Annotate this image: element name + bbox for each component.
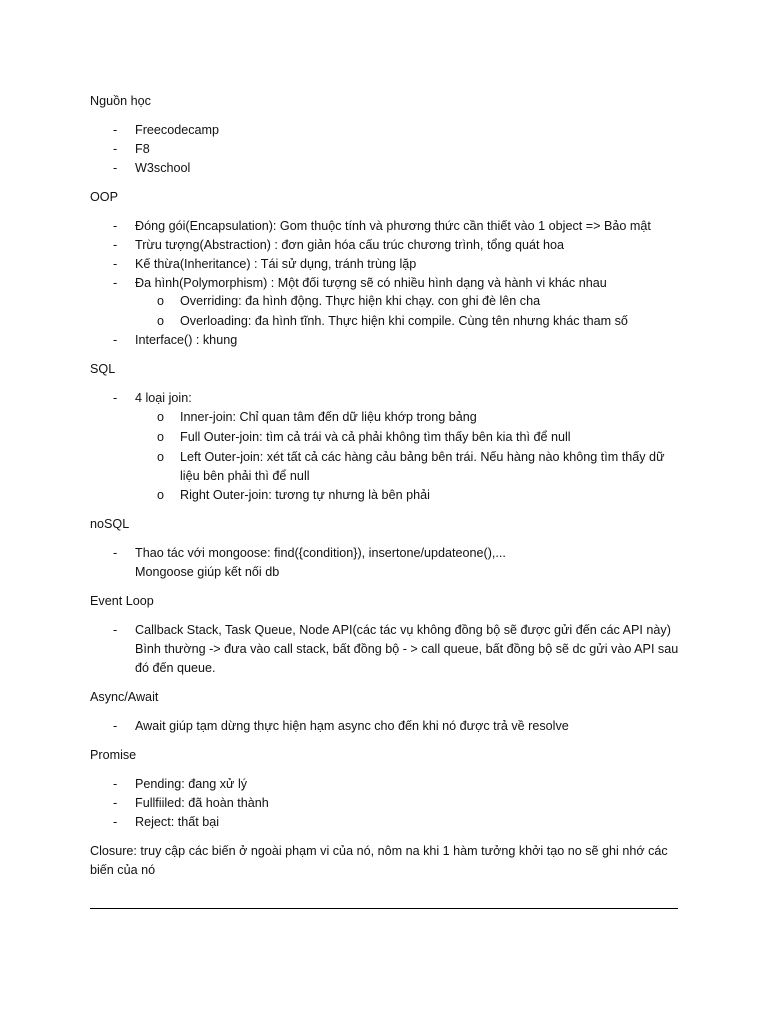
sublist-item-continuation: liệu bên phải thì để null <box>180 469 310 483</box>
nosql-heading: noSQL <box>90 517 130 531</box>
list-item: Kế thừa(Inheritance) : Tái sử dụng, tránh trùng lặp <box>135 257 417 271</box>
sublist-bullet: o <box>157 314 165 328</box>
list-dash: - <box>113 257 118 271</box>
list-item-continuation: đó đến queue. <box>135 661 216 675</box>
list-dash: - <box>113 623 118 637</box>
list-dash: - <box>113 123 118 137</box>
async-await-heading: Async/Await <box>90 690 159 704</box>
sublist-item: Inner-join: Chỉ quan tâm đến dữ liệu khớp trong bảng <box>180 410 477 424</box>
closure-paragraph-line: Closure: truy cập các biến ở ngoài phạm vi của nó, nôm na khi 1 hàm tưởng khởi tạo no sẽ ghi nhớ các <box>90 844 668 858</box>
list-item-continuation: Bình thường -> đưa vào call stack, bất đồng bộ - > call queue, bất đồng bộ sẽ dc gửi vào API sau <box>135 642 679 656</box>
sublist-bullet: o <box>157 294 165 308</box>
list-dash: - <box>113 276 118 290</box>
oop-heading: OOP <box>90 190 118 204</box>
list-dash: - <box>113 219 118 233</box>
list-dash: - <box>113 238 118 252</box>
list-dash: - <box>113 391 118 405</box>
sublist-bullet: o <box>157 430 165 444</box>
promise-heading: Promise <box>90 748 137 762</box>
event-loop-heading: Event Loop <box>90 594 154 608</box>
list-item: Freecodecamp <box>135 123 219 137</box>
list-item: Fullfiiled: đã hoàn thành <box>135 796 269 810</box>
sublist-bullet: o <box>157 450 165 464</box>
sublist-item: Full Outer-join: tìm cả trái và cả phải không tìm thấy bên kia thì để null <box>180 430 571 444</box>
list-dash: - <box>113 719 118 733</box>
list-item: Đóng gói(Encapsulation): Gom thuộc tính và phương thức cần thiết vào 1 object => Bảo mật <box>135 219 651 233</box>
list-item: Trừu tượng(Abstraction) : đơn giản hóa cấu trúc chương trình, tổng quát hoa <box>135 238 565 252</box>
sources-heading: Nguồn học <box>90 94 151 108</box>
list-item: 4 loại join: <box>135 391 192 405</box>
list-item: Callback Stack, Task Queue, Node API(các tác vụ không đồng bộ sẽ được gửi đến các API này) <box>135 623 671 637</box>
sublist-bullet: o <box>157 410 165 424</box>
sql-heading: SQL <box>90 362 116 376</box>
closure-paragraph-line: biến của nó <box>90 863 156 877</box>
sublist-item: Overloading: đa hình tĩnh. Thực hiện khi compile. Cùng tên nhưng khác tham số <box>180 314 628 328</box>
sublist-item: Left Outer-join: xét tất cả các hàng cảu bảng bên trái. Nếu hàng nào không tìm thấy dữ <box>180 450 665 464</box>
list-item: Await giúp tạm dừng thực hiện hạm async cho đến khi nó được trả về resolve <box>135 719 569 733</box>
list-item: W3school <box>135 161 191 175</box>
horizontal-rule <box>90 908 678 909</box>
list-item: Đa hình(Polymorphism) : Một đối tượng sẽ có nhiều hình dạng và hành vi khác nhau <box>135 276 607 290</box>
list-item: F8 <box>135 142 150 156</box>
list-dash: - <box>113 815 118 829</box>
list-item-continuation: Mongoose giúp kết nối db <box>135 565 280 579</box>
list-item: Interface() : khung <box>135 333 238 347</box>
sublist-item: Overriding: đa hình động. Thực hiện khi chạy. con ghi đè lên cha <box>180 294 541 308</box>
list-dash: - <box>113 161 118 175</box>
list-dash: - <box>113 796 118 810</box>
sublist-item: Right Outer-join: tương tự nhưng là bên phải <box>180 488 430 502</box>
list-item: Reject: thất bại <box>135 815 220 829</box>
list-dash: - <box>113 333 118 347</box>
list-dash: - <box>113 546 118 560</box>
list-dash: - <box>113 777 118 791</box>
list-dash: - <box>113 142 118 156</box>
list-item: Pending: đang xử lý <box>135 777 248 791</box>
list-item: Thao tác với mongoose: find({condition}), insertone/updateone(),... <box>135 546 506 560</box>
sublist-bullet: o <box>157 488 165 502</box>
